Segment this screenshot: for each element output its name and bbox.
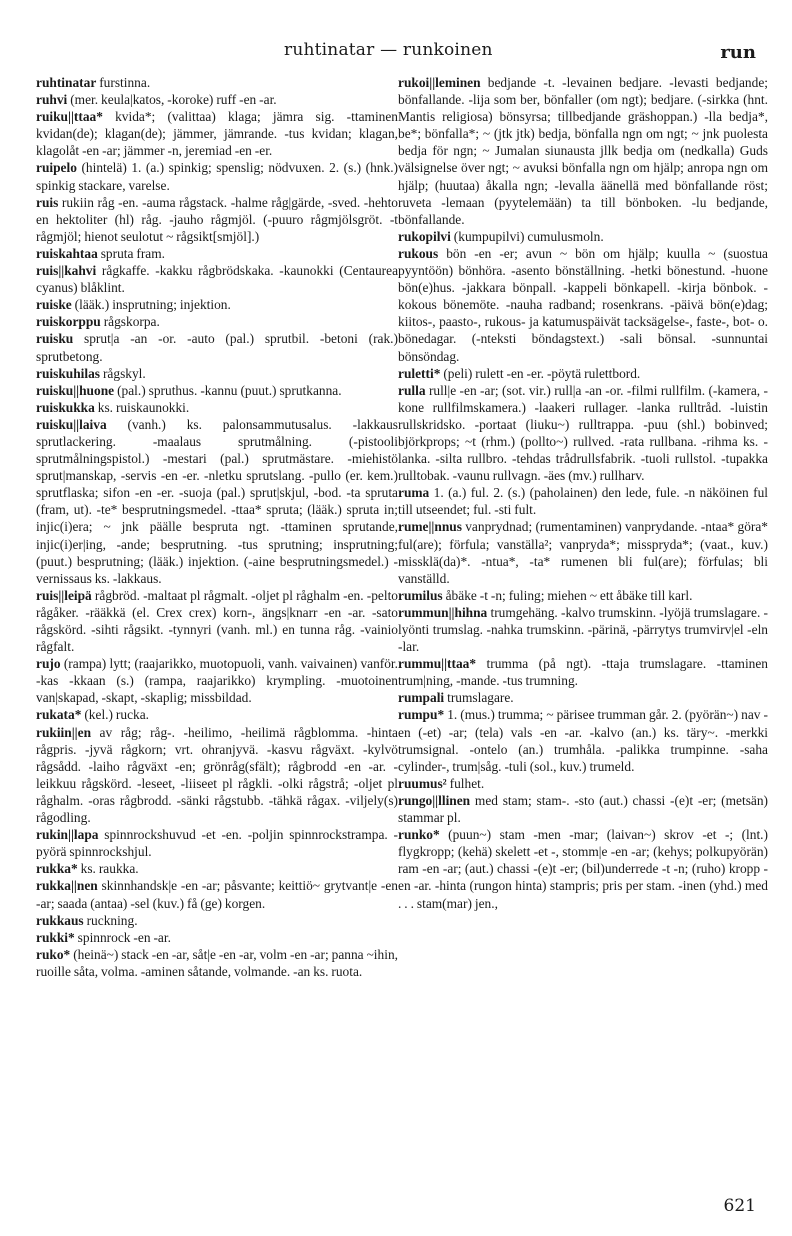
entry-headword: ruiskuhilas bbox=[36, 365, 101, 381]
entry-definition: fulhet. bbox=[449, 775, 485, 791]
entry-headword: ruiske bbox=[36, 297, 72, 313]
running-head: ruhtinatar — runkoinen bbox=[284, 40, 493, 60]
entry-definition: (lääk.) insprutning; injektion. bbox=[74, 297, 231, 313]
entry-definition: ks. raukka. bbox=[80, 861, 139, 877]
entry-headword: rukous bbox=[398, 245, 439, 261]
dictionary-entry bbox=[36, 330, 398, 364]
entry-definition: ruckning. bbox=[86, 912, 138, 928]
entry-definition: (mer. keula|katos, -koroke) ruff -en -ar. bbox=[70, 92, 277, 108]
entry-definition: med stam; stam-. -sto (aut.) chassi -(e)t -er; (metsän) stammar pl. bbox=[398, 792, 769, 826]
entry-definition: 1. (mus.) trumma; ~ pärisee trumman går. 2. (pyörän~) nav -en (-et) -ar; (tela) vals -en -ar. -kalvo (an.) ks. täry~. -merkki trumsignal. -ontelo (an.) trumhåla. -palikka trumpinne. -saha cylinder-, trum|såg. -tuli (sol., kuv.) trumeld. bbox=[398, 707, 768, 774]
dictionary-entry bbox=[36, 724, 398, 827]
entry-definition: (kumpupilvi) cumulusmoln. bbox=[453, 228, 604, 244]
entry-headword: ruiskukka bbox=[36, 399, 95, 415]
dictionary-entry bbox=[36, 159, 398, 193]
entry-headword: rukata* bbox=[36, 707, 82, 723]
entry-headword: ruis||kahvi bbox=[36, 263, 97, 279]
entry-headword: rukki* bbox=[36, 929, 75, 945]
entry-definition: 1. (a.) ful. 2. (s.) (paholainen) den lede, fule. -n näköinen ful till utseendet; ful. -sti fult. bbox=[398, 485, 768, 518]
entry-definition: åbäke -t -n; fuling; miehen ~ ett åbäke till karl. bbox=[445, 587, 693, 603]
dictionary-entry bbox=[36, 108, 398, 159]
entry-definition: (kel.) rucka. bbox=[84, 707, 150, 723]
dictionary-entry bbox=[398, 382, 768, 485]
right-column bbox=[398, 74, 768, 912]
corner-guide-word: run bbox=[720, 42, 756, 63]
dictionary-entry bbox=[36, 929, 398, 946]
dictionary-entry bbox=[36, 946, 398, 980]
entry-headword: rukkaus bbox=[36, 912, 84, 928]
entry-definition: rull|e -en -ar; (sot. vir.) rull|a -an -or. -filmi rullfilm. (-kamera, -kone rullfilmskamera.) -laakeri rullager. -lanka rulltråd. -luistin rullskridsko. -portaat (liuku~) rulltrappa. -puu (shl.) bobinved; björkprops; ~t (rhm.) (pollto~) rullved. -rata rullbana. -rihma ks. -lanka. -silta rullbro. -tehdas trådrullsfabrik. -tuoli rullstol. -tupakka rulltobak. -vaunu rullvagn. -äes (mv.) rullharv. bbox=[398, 382, 768, 484]
entry-headword: rungo||llinen bbox=[398, 792, 471, 808]
dictionary-entry bbox=[398, 792, 768, 826]
dictionary-entry bbox=[398, 74, 768, 228]
entry-definition: spruta fram. bbox=[100, 245, 166, 261]
dictionary-entry bbox=[398, 655, 768, 689]
dictionary-entry bbox=[36, 91, 398, 108]
entry-definition: kvida*; (valittaa) klaga; jämra sig. -ttaminen kvidan(de); klagan(de); jämmer, jämrande. -tus kvidan; klagan, klagolåt -en -ar; jämmer -n, jeremiad -en -er. bbox=[36, 109, 398, 159]
entry-headword: rukiin||en bbox=[36, 724, 92, 740]
entry-headword: ruma bbox=[398, 485, 430, 501]
entry-headword: ruiku||ttaa* bbox=[36, 109, 103, 125]
dictionary-entry bbox=[398, 689, 768, 706]
entry-definition: trumma (på ngt). -ttaja trumslagare. -ttaminen trum|ning, -mande. -tus trumning. bbox=[398, 656, 768, 689]
entry-headword: rulla bbox=[398, 382, 426, 398]
entry-headword: ruisku bbox=[36, 331, 74, 347]
dictionary-entry bbox=[398, 518, 768, 586]
entry-definition: furstinna. bbox=[99, 75, 151, 90]
entry-definition: av råg; råg-. -heilimo, -heilimä rågblomma. -hinta rågpris. -jyvä rågkorn; vrt. ohranjyvä. -kasvu rågväxt. -kylvö rågsådd. -laiho rågväxt -en; grönråg(sfält); rågbrodd -en -ar. -leikkuu rågskörd. -leseet, -liiseet pl rågkli. -olki rågstrå; -oljet pl råghalm. -oras rågbrodd. -sänki rågstubb. -tähkä rågax. -viljely(s) rågodling. bbox=[36, 724, 398, 826]
entry-headword: rummun||hihna bbox=[398, 604, 488, 620]
entry-definition: rukiin råg -en. -auma rågstack. -halme råg|gärde, -sved. -hehto en hektoliter (hl) råg. -jauho rågmjöl. (-puuro rågmjölsgröt. -t rågmjöl; hienot seulotut ~ rågsikt[smjöl].) bbox=[36, 194, 398, 244]
dictionary-entry bbox=[36, 587, 398, 655]
entry-definition: ks. ruiskaunokki. bbox=[97, 399, 190, 415]
dictionary-entry bbox=[398, 245, 768, 365]
dictionary-entry bbox=[36, 313, 398, 330]
entry-headword: ruhvi bbox=[36, 92, 68, 108]
entry-headword: rukoi||leminen bbox=[398, 75, 481, 90]
entry-headword: runko* bbox=[398, 827, 440, 843]
entry-headword: ruletti* bbox=[398, 365, 441, 381]
entry-definition: bön -en -er; avun ~ bön om hjälp; kuulla ~ (suostua pyyntöön) bönhöra. -asento bönställning. -hetki bönestund. -huone bön(e)hus. -jakkara bönpall. -kappeli bönkapell. -kirja bönbok. -kokous bönemöte. -nauha radband; rosenkrans. -päivä bön(e)dag; kiitos-, paasto-, rukous- ja katumuspäivät tacksägelse-, faste-, bot- o. bönedagar. (-nteksti böndagstext.) -sali bönsal. -sunnuntai bönsöndag. bbox=[398, 245, 768, 364]
entry-headword: ruis bbox=[36, 194, 59, 210]
entry-headword: rume||nnus bbox=[398, 519, 462, 535]
dictionary-entry bbox=[36, 706, 398, 723]
entry-headword: rukka* bbox=[36, 861, 78, 877]
dictionary-entry bbox=[398, 587, 768, 604]
entry-headword: ruiskahtaa bbox=[36, 245, 98, 261]
entry-definition: (vanh.) ks. palonsammutusalus. -lakkaus sprutlackering. -maalaus sprutmålning. (-pistooli sprutmålningspistol.) -mestari (pal.) sprutmästare. -miehistö sprut|manskap, -servis -en -er. -nletku sprutslang. -pullo (er. kem.) sprutflaska; sifon -en -er. -suoja (pal.) sprut|skjul, -bod. -ta spruta (fram, ut). -te* besprutningsmedel. -ttaa* spruta; (lääk.) spruta in; injic(i)era; ~ jnk päälle bespruta ngt. -ttaminen sprutande, injic(i)er|ing, -ande; besprutning. -tus sprutning; insprutning; (puut.) besprutning; (lääk.) injektion. (-aine besprutningsmedel.) -vernissaus ks. -lakkaus. bbox=[36, 416, 399, 586]
entry-definition: spinnrockshuvud -et -en. -poljin spinnrockstrampa. -pyörä spinnrockshjul. bbox=[36, 827, 398, 860]
dictionary-entry bbox=[36, 74, 398, 91]
entry-headword: rumilus bbox=[398, 587, 443, 603]
entry-headword: rumpali bbox=[398, 690, 445, 706]
entry-headword: ruhtinatar bbox=[36, 75, 97, 90]
entry-definition: rågskorpa. bbox=[103, 314, 160, 330]
dictionary-entry bbox=[36, 365, 398, 382]
dictionary-entry bbox=[36, 382, 398, 399]
entry-headword: ruumus² bbox=[398, 775, 447, 791]
dictionary-entry bbox=[36, 877, 398, 911]
dictionary-entry bbox=[398, 604, 768, 655]
dictionary-entry bbox=[36, 416, 398, 587]
entry-headword: rummu||ttaa* bbox=[398, 656, 477, 672]
entry-headword: ruiskorppu bbox=[36, 314, 101, 330]
entry-definition: (hintelä) 1. (a.) spinkig; spenslig; nödvuxen. 2. (s.) (hnk.) spinkig stackare, varelse. bbox=[36, 160, 398, 193]
entry-headword: rujo bbox=[36, 656, 61, 672]
entry-headword: rukka||nen bbox=[36, 878, 98, 894]
dictionary-entry bbox=[36, 245, 398, 262]
entry-definition: bedjande -t. -levainen bedjare. -levasti bedjande; bönfallande. -lija som ber, bönfaller (om ngt); bedjare. (-sirkka (hnt. Mantis religiosa) bönsyrsa; tillbedjande gräshoppan.) -lla bedja*, be*; bönfalla*; ~ (jtk jtk) bedja, bönfalla ngn om ngt; ~ jnk puolesta bedja för ngn; ~ Jumalan siunausta jllk bedja om (nedkalla) Guds välsignelse över ngt; ~ avuksi bönfalla ngn om hjälp; anropa ngn om hjälp; (huutaa) åkalla ngn; -levalla äänellä med bönfallande röst; ruveta -lemaan (pyytelemään) ta till bönboken. -lu bedjande, bönfallande. bbox=[398, 75, 768, 227]
dictionary-entry bbox=[398, 484, 768, 518]
entry-definition: vanprydnad; (rumentaminen) vanprydande. -ntaa* göra* ful(are); förfula; vanställa²; vanpryda*; misspryda*; (vaat., kuv.) missklä(da)*. -ntua*, -ta* rumenen bli ful(are); förfulas; bli vanställd. bbox=[398, 519, 768, 586]
entry-headword: rukin||lapa bbox=[36, 827, 99, 843]
entry-headword: rumpu* bbox=[398, 707, 445, 723]
dictionary-entry bbox=[36, 399, 398, 416]
dictionary-entry bbox=[36, 912, 398, 929]
entry-definition: trumslagare. bbox=[447, 690, 514, 706]
dictionary-entry bbox=[398, 706, 768, 774]
dictionary-entry bbox=[36, 194, 398, 245]
dictionary-entry bbox=[398, 228, 768, 245]
dictionary-entry bbox=[36, 860, 398, 877]
entry-definition: spinnrock -en -ar. bbox=[77, 929, 171, 945]
entry-headword: ruisku||huone bbox=[36, 382, 115, 398]
entry-definition: rågskyl. bbox=[102, 365, 146, 381]
entry-definition: (puun~) stam -men -mar; (laivan~) skrov -et -; (lnt.) flygkropp; (kehä) skelett -et -, stomm|e -en -ar; (kehys; polkupyörän) ram -en -ar; (aut.) chassi -(e)t -er; (bil)underrede -t -n; (ruho) kropp -en -ar. -hinta (rungon hinta) stampris; pris per stam. -inen (yhd.) med . . . stam(mar) jen., bbox=[398, 827, 768, 911]
dictionary-entry bbox=[36, 262, 398, 296]
dictionary-entry bbox=[36, 655, 398, 706]
entry-definition: (pal.) spruthus. -kannu (puut.) sprutkanna. bbox=[117, 382, 342, 398]
entry-headword: ruisku||laiva bbox=[36, 416, 107, 432]
entry-definition: (heinä~) stack -en -ar, såt|e -en -ar, volm -en -ar; panna ~ihin, ruoille såta, volma. -aminen såtande, volmande. -an ks. ruota. bbox=[36, 946, 398, 979]
dictionary-entry bbox=[36, 826, 398, 860]
entry-headword: ruis||leipä bbox=[36, 587, 92, 603]
dictionary-entry bbox=[398, 365, 768, 382]
dictionary-entry bbox=[36, 296, 398, 313]
dictionary-entry bbox=[398, 826, 768, 911]
left-column bbox=[36, 74, 398, 980]
entry-definition: trumgehäng. -kalvo trumskinn. -lyöjä trumslagare. -lyönti trumslag. -nahka trumskinn. -pärinä, -pärrytys trumvirv|el -eln -lar. bbox=[398, 604, 768, 655]
entry-definition: sprut|a -an -or. -auto (pal.) sprutbil. -betoni (rak.) sprutbetong. bbox=[36, 331, 398, 364]
entry-definition: rågbröd. -maltaat pl rågmalt. -oljet pl råghalm -en. -pelto rågåker. -rääkkä (el. Crex crex) korn-, ängs|knarr -en -ar. -sato rågskörd. -sihti rågsikt. -tynnyri (vanh. ml.) en tunna råg. -vainio rågfalt. bbox=[36, 587, 398, 655]
entry-headword: rukopilvi bbox=[398, 228, 451, 244]
entry-definition: skinnhandsk|e -en -ar; påsvante; keittiö~ grytvant|e -en -ar; saada (antaa) -sel (kuv.) få (ge) korgen. bbox=[36, 878, 398, 911]
dictionary-entry bbox=[398, 775, 768, 792]
entry-headword: ruko* bbox=[36, 946, 71, 962]
entry-definition: (peli) rulett -en -er. -pöytä rulettbord. bbox=[443, 365, 641, 381]
entry-definition: rågkaffe. -kakku rågbrödskaka. -kaunokki (Centaurea cyanus) blåklint. bbox=[36, 263, 399, 296]
entry-headword: ruipelo bbox=[36, 160, 77, 176]
page-number: 621 bbox=[723, 1196, 756, 1216]
entry-definition: (rampa) lytt; (raajarikko, muotopuoli, vanh. vaivainen) vanför. -kas -kkaan (s.) (rampa, raajarikko) krympling. -muotoinen van|skapad, -skapt, -skaplig; missbildad. bbox=[36, 656, 399, 706]
